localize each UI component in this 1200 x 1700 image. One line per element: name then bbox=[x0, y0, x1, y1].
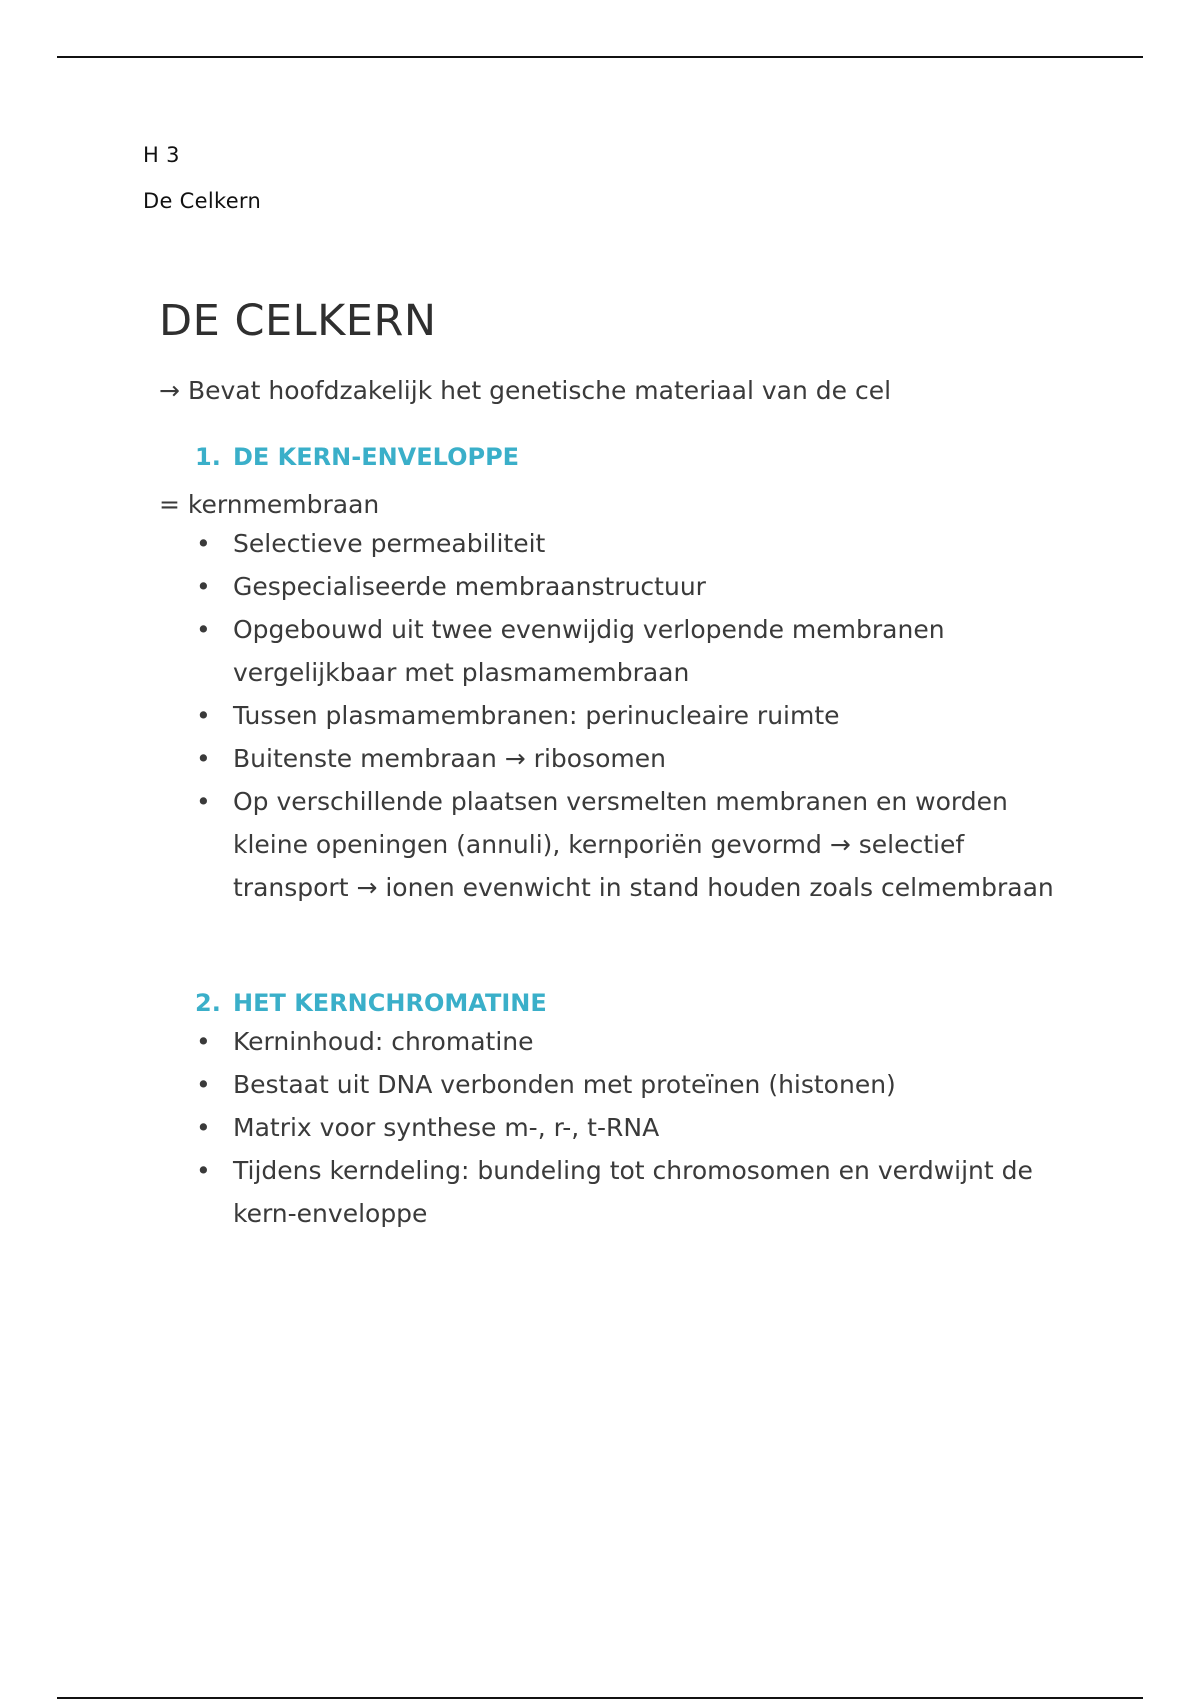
section-heading-kern-enveloppe bbox=[159, 440, 1059, 474]
section-heading-kernchromatine bbox=[159, 986, 1059, 1020]
intro-line bbox=[159, 374, 1059, 408]
list-item bbox=[159, 522, 1059, 565]
document-title: DE CELKERN bbox=[159, 296, 437, 346]
bullet-icon: • bbox=[196, 1156, 211, 1185]
bottom-rule bbox=[57, 1697, 1143, 1699]
list-item bbox=[159, 1020, 1059, 1063]
list-item-text: Kerninhoud: chromatine bbox=[233, 1027, 534, 1056]
definition-text: = kernmembraan bbox=[159, 490, 380, 519]
bullet-icon: • bbox=[196, 529, 211, 558]
list-item bbox=[159, 737, 1059, 780]
chapter-label: H 3 bbox=[143, 143, 180, 167]
list-item bbox=[159, 1063, 1059, 1106]
list-item bbox=[159, 1149, 1059, 1235]
document-content bbox=[159, 290, 1059, 1235]
bullet-icon: • bbox=[196, 572, 211, 601]
list-item bbox=[159, 608, 1059, 694]
section-number: 1. bbox=[195, 443, 221, 471]
intro-text: Bevat hoofdzakelijk het genetische materiaal van de cel bbox=[187, 376, 892, 405]
section-title: DE KERN-ENVELOPPE bbox=[233, 443, 520, 471]
bullet-icon: • bbox=[196, 787, 211, 816]
bullet-icon: • bbox=[196, 615, 211, 644]
top-rule bbox=[57, 56, 1143, 58]
bullet-icon: • bbox=[196, 1070, 211, 1099]
list-item-text: Gespecialiseerde membraanstructuur bbox=[233, 572, 706, 601]
list-item-text: Opgebouwd uit twee evenwijdig verlopende membranen vergelijkbaar met plasmamembraan bbox=[233, 615, 945, 687]
list-item-text: Tijdens kerndeling: bundeling tot chromosomen en verdwijnt de kern-enveloppe bbox=[233, 1156, 1033, 1228]
list-item-text: Buitenste membraan → ribosomen bbox=[233, 744, 666, 773]
list-item bbox=[159, 1106, 1059, 1149]
bullet-icon: • bbox=[196, 1027, 211, 1056]
list-item bbox=[159, 565, 1059, 608]
bullet-list-kern-enveloppe bbox=[159, 522, 1059, 909]
section-number: 2. bbox=[195, 989, 221, 1017]
bullet-icon: • bbox=[196, 701, 211, 730]
bullet-icon: • bbox=[196, 1113, 211, 1142]
list-item-text: Bestaat uit DNA verbonden met proteïnen (histonen) bbox=[233, 1070, 896, 1099]
list-item-text: Selectieve permeabiliteit bbox=[233, 529, 546, 558]
list-item bbox=[159, 694, 1059, 737]
list-item-text: Op verschillende plaatsen versmelten membranen en worden kleine openingen (annuli), kernporiën gevormd → selectief transport → ionen evenwicht in stand houden zoals celmembraan bbox=[233, 787, 1054, 902]
bullet-list-kernchromatine bbox=[159, 1020, 1059, 1235]
section-title: HET KERNCHROMATINE bbox=[233, 989, 547, 1017]
bullet-icon: • bbox=[196, 744, 211, 773]
list-item-text: Tussen plasmamembranen: perinucleaire ruimte bbox=[233, 701, 840, 730]
subject-label: De Celkern bbox=[143, 189, 262, 213]
list-item bbox=[159, 780, 1059, 909]
arrow-icon: → bbox=[159, 376, 180, 405]
list-item-text: Matrix voor synthese m-, r-, t-RNA bbox=[233, 1113, 660, 1142]
